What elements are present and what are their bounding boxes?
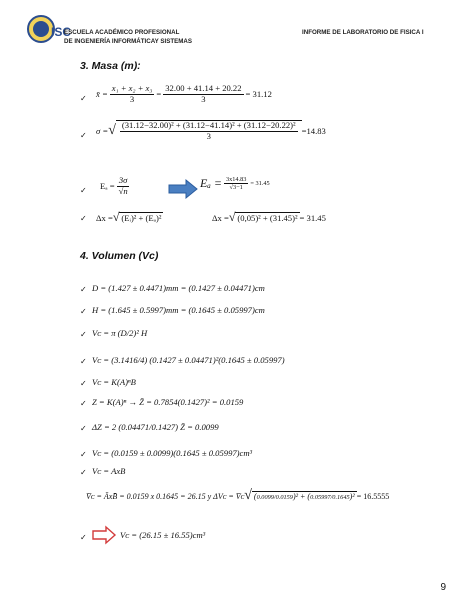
- sigma-equation: σ = √ $\frac{\text{(31.12−32.00)² + (31.12−41.14)² + (31.12−20.22)²}}{3}$ =14.83: [96, 120, 326, 141]
- volume-product-line: Vᴄ = (0.0159 ± 0.0099)(0.1645 ± 0.05997)cm³: [92, 448, 253, 458]
- delta-z-line: ΔZ = 2 (0.04471/0.1427) Z̄ = 0.0099: [92, 422, 219, 432]
- header-report-title: INFORME DE LABORATORIO DE FISICA I: [302, 29, 424, 36]
- page-number: 9: [440, 582, 446, 593]
- check-mark-icon: ✓: [80, 186, 87, 195]
- check-mark-icon: ✓: [80, 424, 87, 433]
- mean-equation: x̄ = $\frac{\text{x₁ + x₂ + x₃}}{3}$ = $\frac{32.00 + 41.14 + 20.22}{3}$ = 31.12: [96, 83, 272, 104]
- volume-final-computation: V̄ᴄ = ĀxB̄ = 0.0159 x 0.1645 = 26.15 y ΔVᴄ = V̄ᴄ √ (0.0099/0.0159)² + (0.05997/0.1645)² = 16.5555: [86, 488, 390, 503]
- check-mark-icon: ✓: [80, 307, 87, 316]
- right-arrow-icon: [168, 179, 198, 199]
- header-school-line1: ESCUELA ACADÉMICO PROFESIONAL: [64, 29, 180, 36]
- delta-x-value: Δx = √ (0,05)² + (31.45)² = 31.45: [212, 210, 326, 224]
- check-mark-icon: ✓: [80, 214, 87, 223]
- check-mark-icon: ✓: [80, 131, 87, 140]
- height-line: H = (1.645 ± 0.5997)mm = (0.1645 ± 0.05997)cm: [92, 305, 265, 315]
- university-seal-icon: [27, 14, 72, 44]
- check-mark-icon: ✓: [80, 379, 87, 388]
- check-mark-icon: ✓: [80, 357, 87, 366]
- check-mark-icon: ✓: [80, 450, 87, 459]
- check-mark-icon: ✓: [80, 468, 87, 477]
- z-mean-line: Z = K(A)ⁿ → Z̄ = 0.7854(0.1427)² = 0.0159: [92, 397, 244, 407]
- answer-arrow-icon: [92, 526, 116, 544]
- check-mark-icon: ✓: [80, 285, 87, 294]
- ea-formula: Eₐ = $\frac{3\sigma}{√n}$: [100, 175, 128, 196]
- check-mark-icon: ✓: [80, 533, 87, 542]
- header-school-line2: DE INGENIERÍA INFORMÁTICAY SISTEMAS: [64, 38, 193, 45]
- check-mark-icon: ✓: [80, 330, 87, 339]
- volume-kab-line: Vᴄ = K(A)ⁿB: [92, 377, 136, 387]
- section-title-masa: 3. Masa (m):: [80, 60, 141, 72]
- section-title-volumen: 4. Volumen (Vᴄ): [80, 250, 159, 262]
- volume-answer: Vᴄ = (26.15 ± 16.55)cm³: [120, 530, 206, 540]
- volume-axb-line: Vᴄ = AxB: [92, 466, 126, 476]
- volume-formula-line: Vᴄ = π (D/2)² H: [92, 328, 148, 338]
- svg-text:ISC: ISC: [51, 25, 72, 39]
- check-mark-icon: ✓: [80, 399, 87, 408]
- delta-x-formula: Δx = √ (Eᵢ)² + (Eₐ)²: [96, 210, 162, 224]
- ea-value-equation: Eₐ = $\frac{3x14.83}{√3-1}$ = 31.45: [200, 176, 270, 192]
- check-mark-icon: ✓: [80, 94, 87, 103]
- volume-substitution-line: Vᴄ = (3.1416/4) (0.1427 ± 0.04471)²(0.1645 ± 0.05997): [92, 355, 285, 365]
- diameter-line: D = (1.427 ± 0.4471)mm = (0.1427 ± 0.04471)cm: [92, 283, 265, 293]
